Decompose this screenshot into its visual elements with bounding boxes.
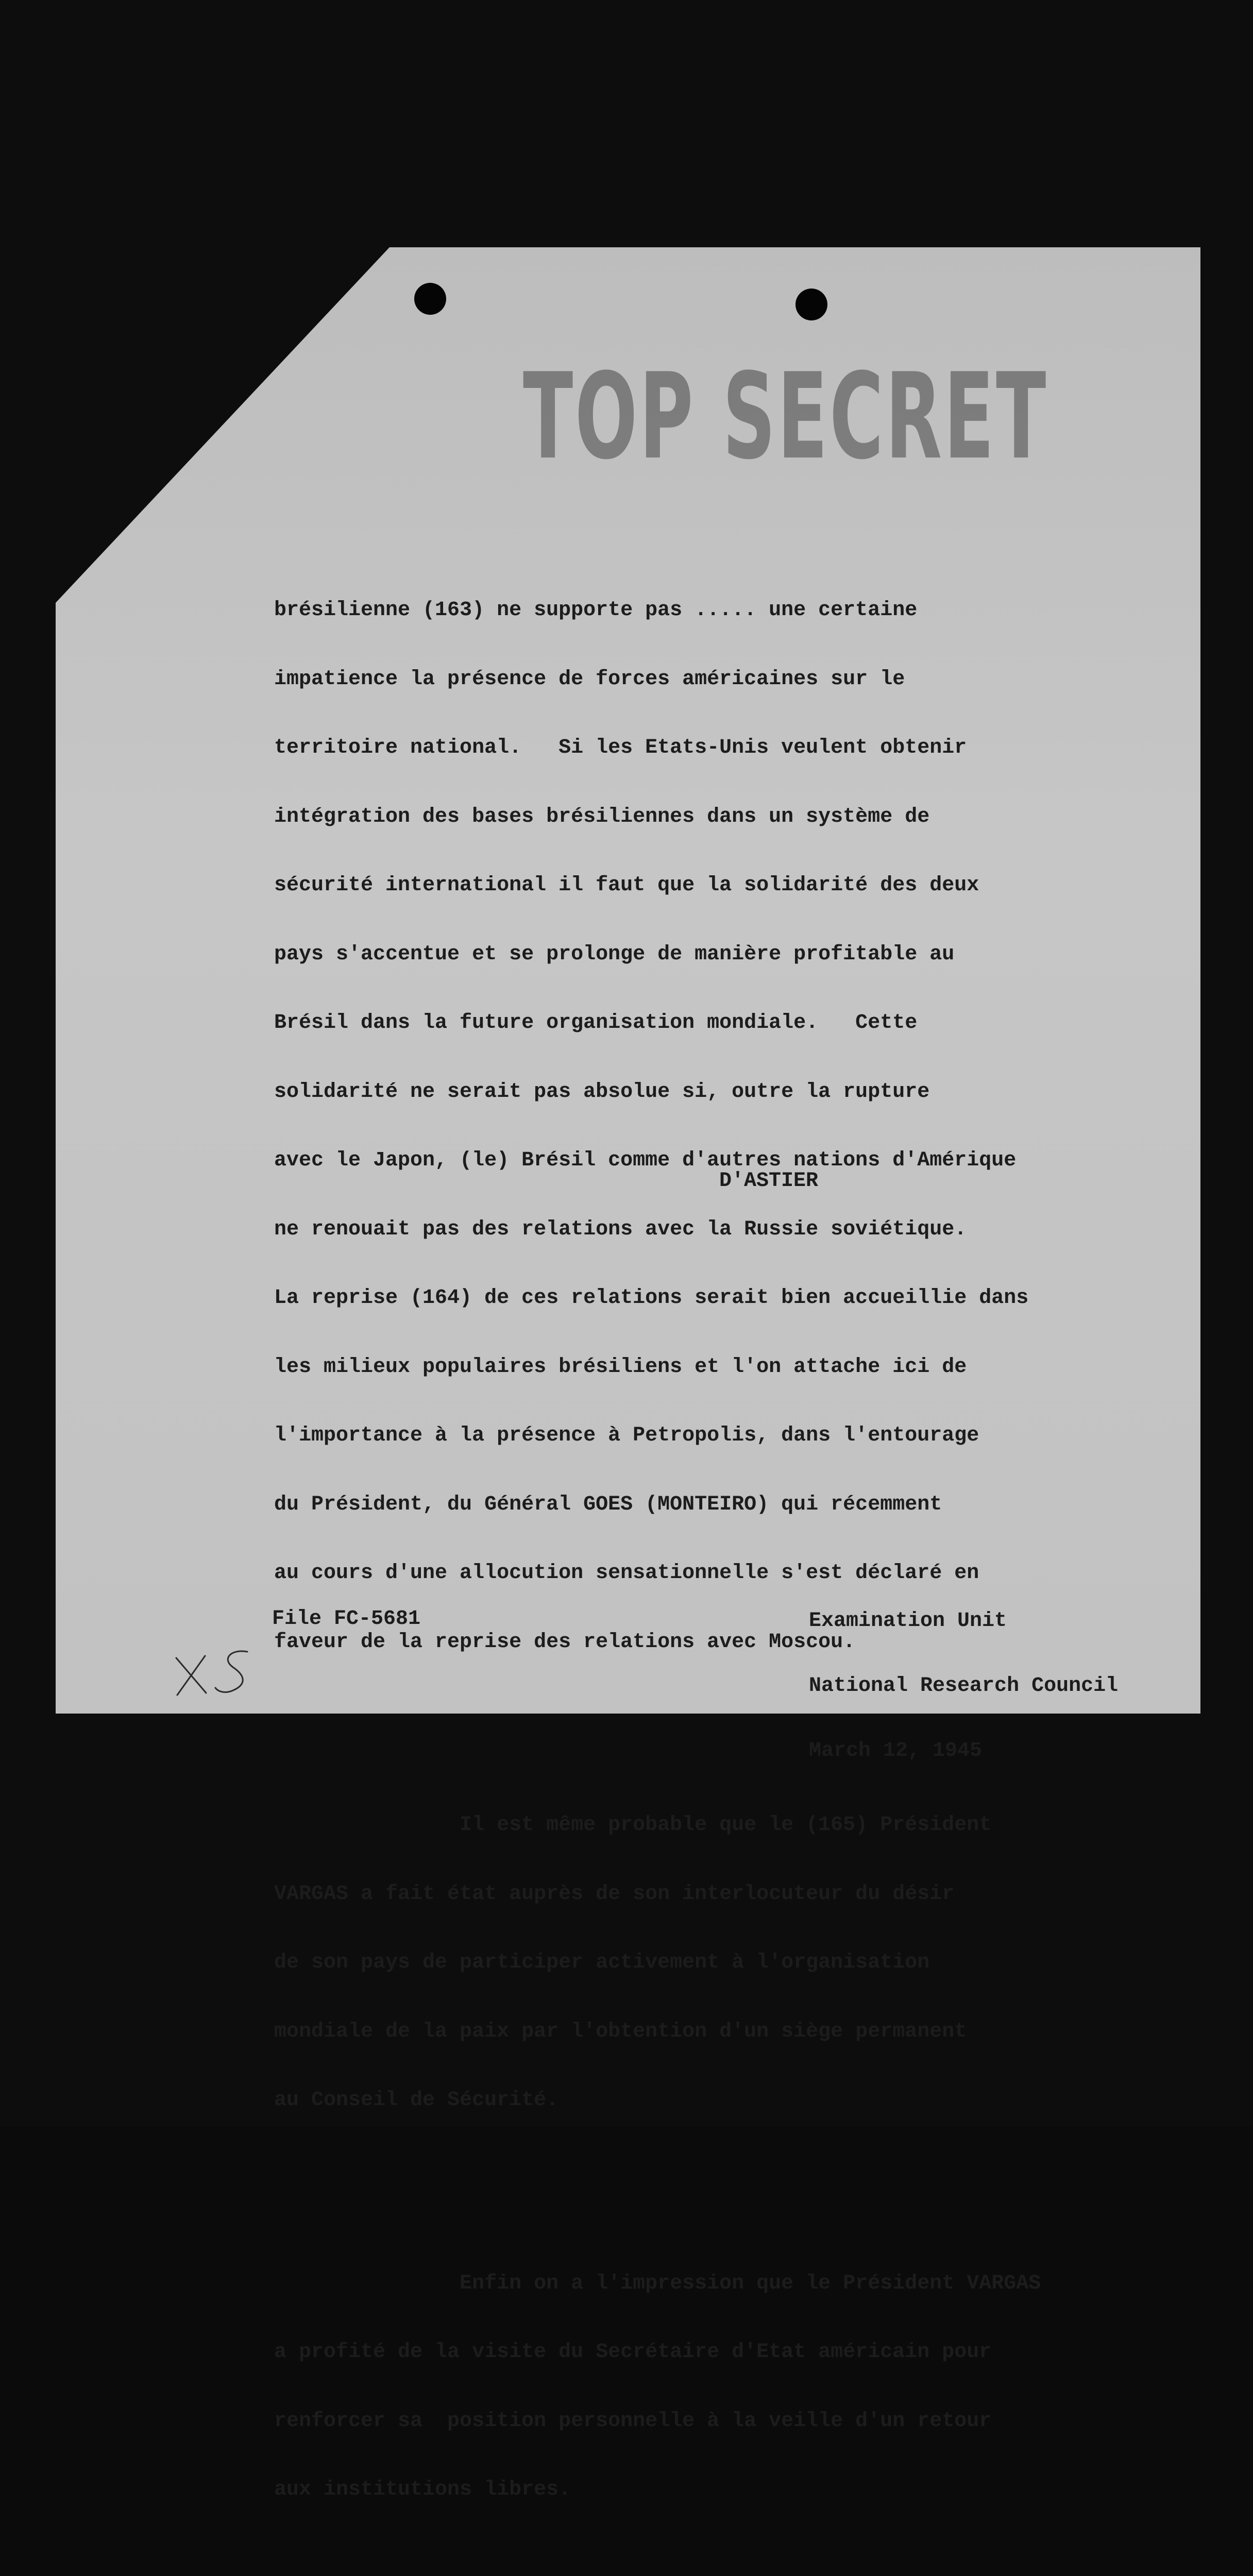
source-block — [809, 1567, 1118, 1805]
text-line: ne renouait pas des relations avec la Russie soviétique. — [274, 1217, 967, 1241]
text-line: Il est même probable que le (165) Président — [274, 1814, 992, 1837]
text-line: aux institutions libres. — [274, 2478, 571, 2501]
text-line: de son pays de participer activement à l'organisation — [274, 1951, 930, 1974]
text-line: impatience la présence de forces américaines sur le — [274, 667, 905, 691]
text-line: intégration des bases brésiliennes dans un système de — [274, 805, 930, 828]
text-line: brésilienne (163) ne supporte pas ..... une certaine — [274, 599, 918, 622]
text-line: les milieux populaires brésiliens et l'on attache ici de — [274, 1355, 967, 1379]
text-line: La reprise (164) de ces relations serait bien accueillie dans — [274, 1286, 1029, 1310]
text-line: VARGAS a fait état auprès de son interlocuteur du désir — [274, 1882, 955, 1906]
punch-hole-left — [414, 283, 446, 315]
text-line: solidarité ne serait pas absolue si, outre la rupture — [274, 1080, 930, 1104]
text-line: l'importance à la présence à Petropolis, dans l'entourage — [274, 1424, 979, 1447]
text-line: avec le Japon, (le) Brésil comme d'autres nations d'Amérique — [274, 1149, 1017, 1172]
text-line: faveur de la reprise des relations avec Moscou. — [274, 1630, 856, 1654]
text-line: a profité de la visite du Secrétaire d'Etat américain pour — [274, 2341, 992, 2364]
text-line: territoire national. Si les Etats-Unis veulent obtenir — [274, 736, 967, 759]
text-line: au Conseil de Sécurité. — [274, 2089, 559, 2112]
letter-body — [274, 507, 1160, 2576]
signature: D'ASTIER — [719, 1170, 819, 1193]
text-line: sécurité international il faut que la solidarité des deux — [274, 874, 979, 897]
text-line: pays s'accentue et se prolonge de manière profitable au — [274, 942, 955, 966]
text-line: Enfin on a l'impression que le Président VARGAS — [274, 2272, 1041, 2295]
text-line: mondiale de la paix par l'obtention d'un siège permanent — [274, 2020, 967, 2043]
text-line: au cours d'une allocution sensationnelle s'est déclaré en — [274, 1562, 979, 1585]
top-secret-stamp: TOP SECRET — [523, 348, 1048, 486]
paragraph-1 — [274, 553, 1160, 1700]
text-line: renforcer sa position personnelle à la veille d'un retour — [274, 2409, 992, 2433]
source-organization: National Research Council — [809, 1674, 1119, 1698]
source-date: March 12, 1945 — [809, 1739, 983, 1762]
punch-hole-right — [795, 289, 827, 320]
source-unit: Examination Unit — [809, 1609, 1007, 1633]
file-reference: File FC-5681 — [272, 1607, 421, 1631]
text-line: Brésil dans la future organisation mondiale. Cette — [274, 1011, 918, 1035]
paragraph-3 — [274, 2227, 1160, 2548]
text-line: du Président, du Général GOES (MONTEIRO) qui récemment — [274, 1493, 942, 1516]
handwritten-xs-mark — [170, 1643, 268, 1700]
paragraph-2 — [274, 1768, 1160, 2158]
